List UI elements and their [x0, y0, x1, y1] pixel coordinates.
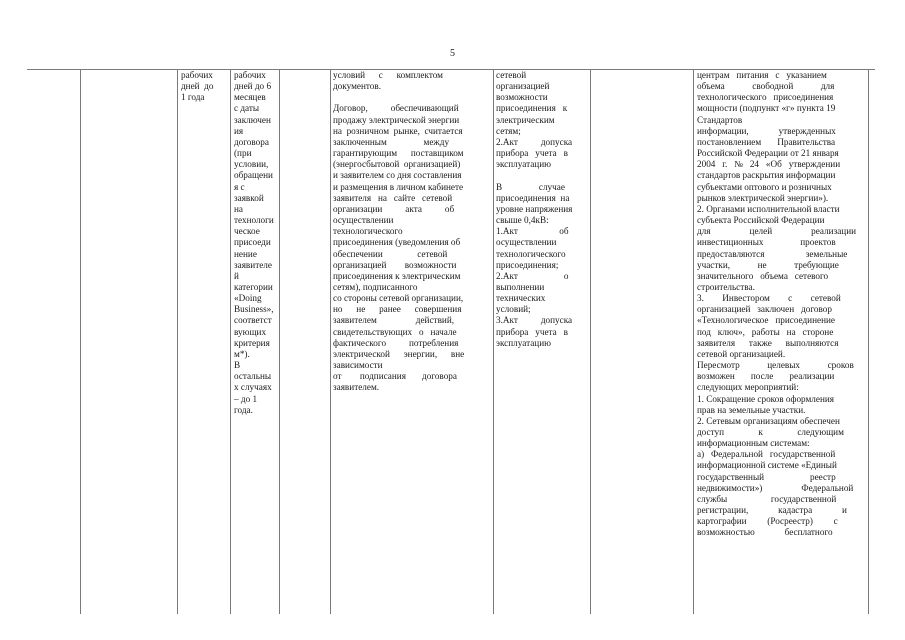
text-line: и заявителем со дня составления — [333, 170, 462, 181]
text-line: присоединения к электрическим — [333, 270, 461, 281]
text-line: присоединения на — [496, 192, 570, 203]
text-line: Business», — [234, 304, 274, 315]
table-cell-documents — [496, 70, 588, 349]
text-line: прав на земельные участки. — [697, 404, 806, 415]
text-line: на — [234, 203, 243, 214]
text-line: заключенным между — [333, 136, 450, 147]
text-line: 2.Акт о — [496, 270, 569, 281]
text-line: возможен после реализации — [697, 371, 835, 382]
text-line: заявкой — [234, 192, 264, 203]
text-line: – до 1 — [234, 393, 258, 404]
text-line: остальны — [234, 371, 272, 382]
text-line: я с — [234, 181, 245, 192]
text-line: заявителем действий, — [333, 315, 455, 326]
column-divider — [80, 69, 81, 614]
text-line: ия — [234, 125, 244, 136]
text-line: и размещения в личном кабинете — [333, 181, 464, 192]
text-line: постановлением Правительства — [697, 136, 836, 147]
text-line: м*). — [234, 348, 250, 359]
column-divider — [177, 69, 178, 614]
text-line: технологи — [234, 215, 274, 226]
text-line: информационной системе «Единый — [697, 460, 837, 471]
text-line: следующих мероприятий: — [697, 382, 799, 393]
text-line: информации, утвержденных — [697, 125, 836, 136]
text-line: 2.Акт допуска — [496, 136, 573, 147]
text-line: со стороны сетевой организации, — [333, 293, 464, 304]
text-line: вующих — [234, 326, 267, 337]
text-line: под ключ», работы на стороне — [697, 326, 834, 337]
text-line: документов. — [333, 81, 382, 92]
text-line: 2004 г. № 24 «Об утверждении — [697, 159, 841, 170]
text-line: уровне напряжения — [496, 203, 573, 214]
text-line: регистрации, кадастра и — [697, 505, 847, 516]
text-line: возможностью бесплатного — [697, 527, 833, 538]
text-line: условии, — [234, 159, 269, 170]
column-divider — [279, 69, 280, 614]
text-line: участки, не требующие — [697, 259, 839, 270]
text-line: заключен — [234, 114, 271, 125]
text-line: эксплуатацию — [496, 337, 551, 348]
text-line: картографии (Росреестр) с — [697, 516, 838, 527]
column-divider — [230, 69, 231, 614]
text-line: возможности — [496, 92, 548, 103]
text-line: рынков электрической энергии»). — [697, 192, 829, 203]
text-line: дней до — [181, 81, 214, 92]
text-line: строительства. — [697, 281, 755, 292]
text-line: службы государственной — [697, 493, 837, 504]
text-line: условий; — [496, 304, 531, 315]
text-line: центрам питания с указанием — [697, 70, 827, 80]
text-line: заявителе — [234, 259, 272, 270]
text-line: осуществлении — [333, 215, 394, 226]
text-line: обеспечении сетевой — [333, 248, 448, 259]
text-line: мощности (подпункт «г» пункта 19 — [697, 103, 836, 114]
text-line: присоединения к — [496, 103, 568, 114]
text-line: но не ранее совершения — [333, 304, 462, 315]
text-line: электрической энергии, вне — [333, 348, 465, 359]
text-line: осуществлении — [496, 237, 557, 248]
text-line: на розничном рынке, считается — [333, 125, 463, 136]
text-line: технических — [496, 293, 546, 304]
text-line: доступ к следующим — [697, 427, 844, 437]
text-line: Договор, обеспечивающий — [333, 103, 459, 114]
text-line: заявителем. — [333, 382, 380, 393]
table-cell-conditions-notes — [697, 70, 865, 539]
text-line: рабочих — [234, 70, 266, 80]
text-line: года. — [234, 404, 253, 415]
text-line: критерия — [234, 337, 270, 348]
text-line: условий с комплектом — [333, 70, 443, 80]
column-divider — [330, 69, 331, 614]
text-line: свидетельствующих о начале — [333, 326, 457, 337]
text-line: «Технологическое присоединение — [697, 315, 835, 326]
text-line: сетевой — [496, 70, 527, 80]
text-line: инвестиционных проектов — [697, 237, 836, 248]
text-line: рабочих — [181, 70, 213, 80]
text-line: предоставляются земельные — [697, 248, 848, 259]
text-line: с даты — [234, 103, 260, 114]
text-line: прибора учета в — [496, 148, 568, 159]
text-line: стандартов раскрытия информации — [697, 170, 836, 181]
page-number: 5 — [450, 48, 455, 59]
text-line: субъектами оптового и розничных — [697, 181, 832, 192]
text-line: технологического присоединения — [697, 92, 834, 103]
text-line: 3. Инвестором с сетевой — [697, 293, 841, 304]
text-line: продажу электрической энергии — [333, 114, 460, 125]
text-line: значительного объема сетевого — [697, 270, 829, 281]
text-line: а) Федеральной государственной — [697, 449, 836, 460]
table-cell-deadline-short — [181, 70, 228, 103]
text-line: (энергосбытовой организацией) — [333, 159, 461, 170]
text-line: заявителя также выполняются — [697, 337, 839, 348]
text-line: прибора учета в — [496, 326, 568, 337]
text-line: В случае — [496, 181, 565, 192]
text-line: присоеди — [234, 237, 271, 248]
text-line: Пересмотр целевых сроков — [697, 360, 854, 371]
text-line: недвижимости») Федеральной — [697, 482, 854, 493]
text-line — [496, 170, 588, 181]
text-line: субъекта Российской Федерации — [697, 215, 825, 226]
text-line: соответст — [234, 315, 272, 326]
column-divider — [868, 69, 869, 614]
text-line: информационным системам: — [697, 438, 810, 449]
text-line: свыше 0,4кВ: — [496, 215, 549, 226]
text-line: категории — [234, 281, 273, 292]
text-line — [333, 92, 491, 103]
text-line: от подписания договора — [333, 371, 457, 382]
text-line: х случаях — [234, 382, 272, 393]
text-line: для целей реализации — [697, 226, 857, 237]
text-line: заявителя на сайте сетевой — [333, 192, 453, 203]
text-line: сетям), подписанного — [333, 281, 418, 292]
text-line: 1. Сокращение сроков оформления — [697, 393, 835, 404]
text-line: электрическим — [496, 114, 555, 125]
text-line: присоединения (уведомления об — [333, 237, 461, 248]
text-line: дней до 6 — [234, 81, 272, 92]
column-divider — [590, 69, 591, 614]
text-line: месяцев — [234, 92, 266, 103]
text-line: сетям; — [496, 125, 521, 136]
text-line: ческое — [234, 226, 260, 237]
column-divider — [693, 69, 694, 614]
column-divider — [493, 69, 494, 614]
text-line: 1.Акт об — [496, 226, 569, 237]
text-line: 3.Акт допуска — [496, 315, 573, 326]
text-line: организацией возможности — [333, 259, 457, 270]
text-line: объема свободной для — [697, 81, 835, 92]
table-cell-deadline-long — [234, 70, 278, 416]
text-line: 1 года — [181, 92, 205, 103]
text-line: технологического — [496, 248, 566, 259]
text-line: присоединения; — [496, 259, 559, 270]
text-line: 2. Сетевым организациям обеспечен — [697, 415, 840, 426]
text-line: «Doing — [234, 293, 262, 304]
text-line: нение — [234, 248, 257, 259]
text-line: сетевой организацией. — [697, 348, 786, 359]
text-line: Стандартов — [697, 114, 743, 125]
text-line: организацией — [496, 81, 550, 92]
text-line: технологического — [333, 226, 403, 237]
text-line: В — [234, 360, 241, 371]
text-line: 2. Органами исполнительной власти — [697, 203, 840, 214]
table-cell-contract-conditions — [333, 70, 491, 394]
text-line: гарантирующим поставщиком — [333, 148, 464, 159]
text-line: организацией заключен договор — [697, 304, 832, 315]
text-line: выполнении — [496, 281, 545, 292]
text-line: фактического потребления — [333, 337, 459, 348]
text-line: государственный реестр — [697, 471, 836, 482]
text-line: (при — [234, 148, 252, 159]
text-line: Российской Федерации от 21 января — [697, 148, 839, 159]
text-line: обращени — [234, 170, 273, 181]
text-line: договора — [234, 136, 269, 147]
text-line: й — [234, 270, 239, 281]
text-line: эксплуатацию — [496, 159, 551, 170]
text-line: организации акта об — [333, 203, 455, 214]
text-line: зависимости — [333, 360, 383, 371]
